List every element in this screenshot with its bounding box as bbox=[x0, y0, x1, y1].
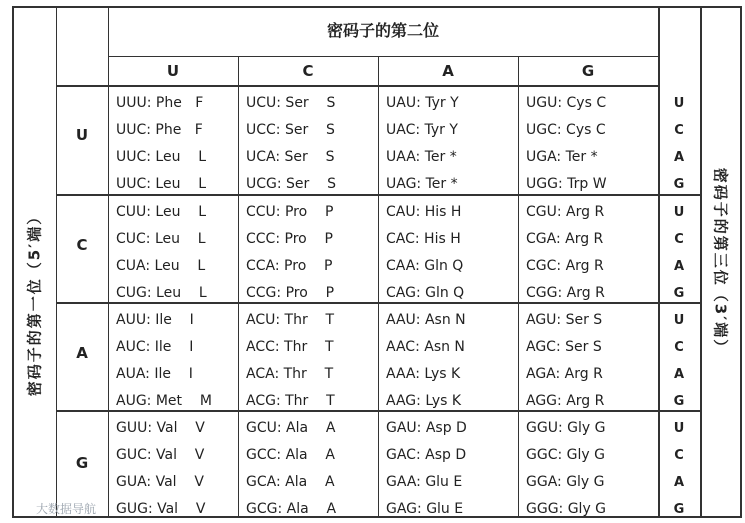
col-rule-label bbox=[56, 6, 57, 518]
col-rule-a-g bbox=[518, 56, 519, 518]
codon-cell: UGU: Cys C bbox=[526, 95, 607, 111]
codon-cell: AAG: Lys K bbox=[386, 393, 462, 409]
codon-cell: UAU: Tyr Y bbox=[386, 95, 459, 111]
codon-cell: UAA: Ter * bbox=[386, 149, 457, 165]
rule-under-title bbox=[108, 56, 658, 57]
col-header-a: A bbox=[442, 62, 454, 80]
codon-cell: CGU: Arg R bbox=[526, 204, 605, 220]
codon-cell: AAU: Asn N bbox=[386, 312, 466, 328]
codon-cell: AGG: Arg R bbox=[526, 393, 605, 409]
codon-cell: UCA: Ser S bbox=[246, 149, 335, 165]
codon-cell: CAG: Gln Q bbox=[386, 285, 465, 301]
codon-cell: CUU: Leu L bbox=[116, 204, 207, 220]
codon-cell: CCU: Pro P bbox=[246, 204, 334, 220]
codon-cell: UUC: Leu L bbox=[116, 176, 207, 192]
codon-cell: GAG: Glu E bbox=[386, 501, 464, 517]
table-title: 密码子的第二位 bbox=[326, 21, 439, 40]
codon-cell: GCG: Ala A bbox=[246, 501, 337, 517]
codon-cell: GGG: Gly G bbox=[526, 501, 607, 517]
border-left bbox=[12, 6, 14, 518]
third-base-letter: G bbox=[673, 286, 685, 301]
codon-cell: ACU: Thr T bbox=[246, 312, 335, 328]
codon-cell: CCG: Pro P bbox=[246, 285, 335, 301]
codon-cell: GUG: Val V bbox=[116, 501, 206, 517]
third-base-letter: C bbox=[674, 448, 684, 463]
third-position-label-wrap bbox=[700, 6, 742, 518]
codon-cell: GAC: Asp D bbox=[386, 447, 467, 463]
codon-cell: UUC: Leu L bbox=[116, 149, 207, 165]
col-header-u: U bbox=[166, 62, 180, 80]
codon-cell: CGC: Arg R bbox=[526, 258, 604, 274]
codon-cell: GCA: Ala A bbox=[246, 474, 335, 490]
codon-cell: UGG: Trp W bbox=[526, 176, 607, 192]
codon-cell: UGC: Cys C bbox=[526, 122, 606, 138]
codon-cell: CUC: Leu L bbox=[116, 231, 206, 247]
border-right bbox=[740, 6, 742, 518]
codon-cell: AGA: Arg R bbox=[526, 366, 603, 382]
codon-cell: AAC: Asn N bbox=[386, 339, 465, 355]
codon-cell: GGC: Gly G bbox=[526, 447, 605, 463]
codon-cell: GUA: Val V bbox=[116, 474, 204, 490]
watermark: 大数据导航 bbox=[36, 502, 97, 516]
codon-cell: AGC: Ser S bbox=[526, 339, 602, 355]
codon-cell: CGG: Arg R bbox=[526, 285, 605, 301]
third-position-label: 密码子的第三位（3′端） bbox=[711, 167, 730, 357]
codon-cell: AAA: Lys K bbox=[386, 366, 461, 382]
col-rule-first-base bbox=[108, 6, 109, 518]
codon-cell: ACC: Thr T bbox=[246, 339, 334, 355]
codon-cell: CAA: Gln Q bbox=[386, 258, 464, 274]
third-base-letter: G bbox=[673, 502, 685, 517]
third-base-letter: A bbox=[673, 475, 685, 490]
codon-cell: GAA: Glu E bbox=[386, 474, 463, 490]
codon-cell: CUA: Leu L bbox=[116, 258, 206, 274]
codon-cell: CCA: Pro P bbox=[246, 258, 333, 274]
third-base-letter: C bbox=[674, 123, 684, 138]
first-base-c: C bbox=[76, 236, 88, 254]
codon-cell: UAG: Ter * bbox=[386, 176, 458, 192]
codon-cell: CCC: Pro P bbox=[246, 231, 333, 247]
codon-cell: CUG: Leu L bbox=[116, 285, 207, 301]
codon-cell: GUU: Val V bbox=[116, 420, 205, 436]
codon-cell: AUA: Ile I bbox=[116, 366, 193, 382]
codon-cell: CGA: Arg R bbox=[526, 231, 604, 247]
col-rule-u-c bbox=[238, 56, 239, 518]
border-top bbox=[12, 6, 742, 8]
codon-cell: GCU: Ala A bbox=[246, 420, 336, 436]
codon-cell: UUU: Phe F bbox=[116, 95, 204, 111]
first-position-label: 密码子的第一位（5′端） bbox=[25, 207, 44, 397]
codon-cell: GAU: Asp D bbox=[386, 420, 467, 436]
third-base-letter: A bbox=[673, 259, 685, 274]
codon-cell: AGU: Ser S bbox=[526, 312, 603, 328]
codon-cell: GGA: Gly G bbox=[526, 474, 605, 490]
third-base-letter: C bbox=[674, 340, 684, 355]
col-rule-c-a bbox=[378, 56, 379, 518]
first-base-a: A bbox=[76, 344, 88, 362]
codon-cell: UCU: Ser S bbox=[246, 95, 336, 111]
third-base-letter: G bbox=[673, 394, 685, 409]
codon-cell: CAC: His H bbox=[386, 231, 461, 247]
codon-cell: UCG: Ser S bbox=[246, 176, 336, 192]
codon-cell: UCC: Ser S bbox=[246, 122, 335, 138]
codon-table bbox=[12, 6, 742, 518]
third-base-letter: A bbox=[673, 367, 685, 382]
third-base-letter: U bbox=[673, 205, 685, 220]
third-base-letter: U bbox=[673, 421, 685, 436]
first-base-u: U bbox=[75, 126, 89, 144]
codon-cell: GUC: Val V bbox=[116, 447, 205, 463]
codon-cell: GGU: Gly G bbox=[526, 420, 606, 436]
codon-cell: UGA: Ter * bbox=[526, 149, 598, 165]
codon-cell: ACG: Thr T bbox=[246, 393, 335, 409]
first-position-label-wrap bbox=[12, 86, 56, 518]
third-base-letter: U bbox=[673, 96, 685, 111]
third-base-letter: G bbox=[673, 177, 685, 192]
third-base-letter: C bbox=[674, 232, 684, 247]
codon-cell: AUU: Ile I bbox=[116, 312, 194, 328]
codon-cell: AUG: Met M bbox=[116, 393, 212, 409]
col-rule-third-label bbox=[700, 6, 702, 518]
first-base-g: G bbox=[75, 454, 89, 472]
codon-cell: UUC: Phe F bbox=[116, 122, 203, 138]
col-header-g: G bbox=[581, 62, 595, 80]
codon-cell: GCC: Ala A bbox=[246, 447, 335, 463]
codon-cell: ACA: Thr T bbox=[246, 366, 334, 382]
codon-cell: UAC: Tyr Y bbox=[386, 122, 458, 138]
codon-cell: AUC: Ile I bbox=[116, 339, 194, 355]
rule-under-headers bbox=[56, 85, 658, 87]
third-base-letter: A bbox=[673, 150, 685, 165]
codon-cell: CAU: His H bbox=[386, 204, 462, 220]
third-base-letter: U bbox=[673, 313, 685, 328]
col-header-c: C bbox=[302, 62, 314, 80]
